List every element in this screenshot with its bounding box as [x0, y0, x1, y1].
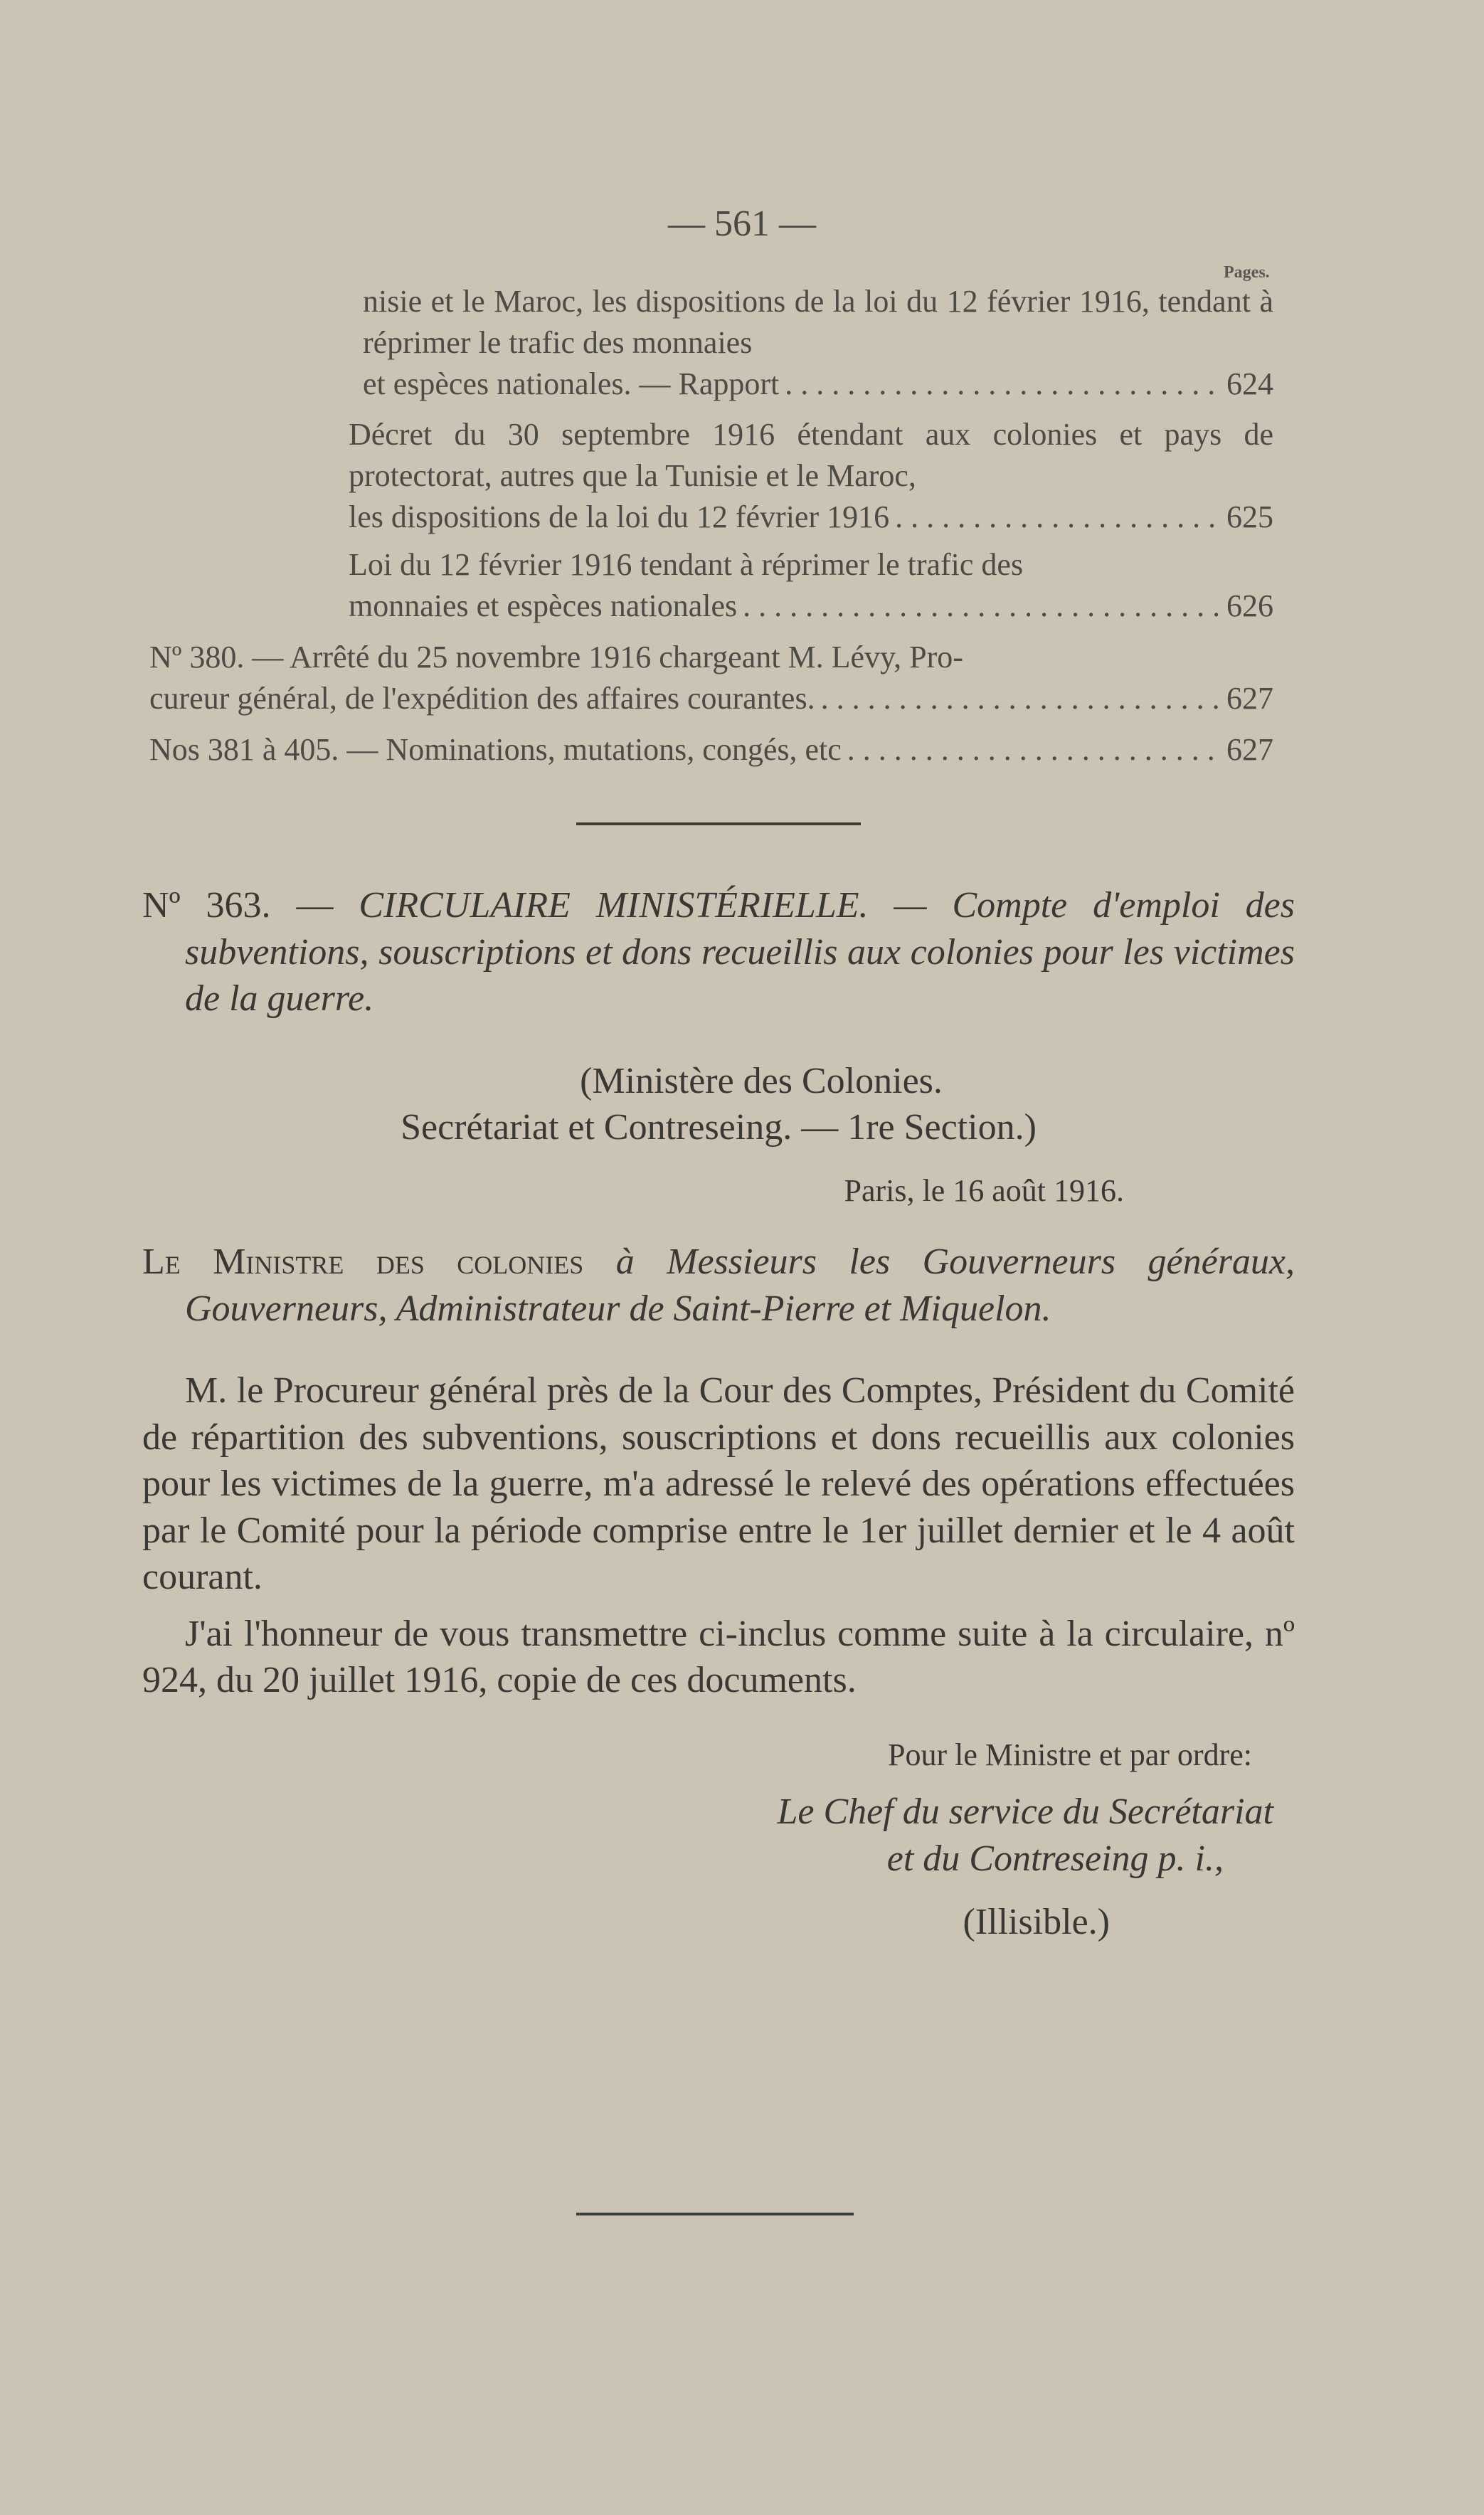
pages-column-label: Pages.: [1224, 263, 1270, 282]
signature-illegible: (Illisible.): [963, 1902, 1110, 1943]
addressee: Le Ministre des colonies à Messieurs les Gouverneurs généraux, Gouverneurs, Administrateur de Saint-Pierre et Miquelon.: [142, 1241, 1295, 1329]
signature-line: et du Contreseing p. i.,: [886, 1838, 1224, 1879]
toc-entry: Nos 381 à 405. — Nominations, mutations, congés, etc . . . 627: [149, 729, 1273, 771]
paragraph: M. le Procureur général près de la Cour des Comptes, Président du Comité de répartition des subventions, souscriptions et dons recueillis aux colonies pour les victimes de la guerre, m'a adressé le relevé des opérations effectuées par le Comité pour la période comprise entre le 1er juillet dernier et le 4 août courant.: [142, 1370, 1295, 1598]
signature-line: Le Chef du service du Secrétariat: [777, 1791, 1273, 1833]
toc-page: 627: [1226, 732, 1273, 767]
toc-page: 626: [1226, 588, 1273, 624]
circular-title: CIRCULAIRE MINISTÉRIELLE. — Compte d'emploi des subventions, souscriptions et dons recueillis aux colonies pour les victimes de la guerre.: [185, 885, 1295, 1020]
toc-entry: Loi du 12 février 1916 tendant à réprimer le trafic des monnaies et espèces nationales . . . 626: [349, 544, 1273, 627]
toc-page: 627: [1226, 681, 1273, 716]
toc-page: 624: [1226, 366, 1273, 402]
circular: [142, 882, 1295, 1946]
toc-entry: Nº 380. — Arrêté du 25 novembre 1916 chargeant M. Lévy, Pro- cureur général, de l'expédition des affaires courantes. . . . 627: [149, 637, 1273, 719]
toc-page: 625: [1226, 499, 1273, 535]
toc-entry: Décret du 30 septembre 1916 étendant aux colonies et pays de protectorat, autres que la Tunisie et le Maroc, les dispositions de la loi du 12 février 1916 . . . 625: [349, 414, 1273, 538]
separator-rule: [576, 2213, 854, 2215]
ministry-line: Secrétariat et Contreseing. — 1re Section.): [401, 1107, 1037, 1148]
page-number: — 561 —: [668, 203, 816, 244]
paragraph: J'ai l'honneur de vous transmettre ci-inclus comme suite à la circulaire, nº 924, du 20 juillet 1916, copie de ces documents.: [142, 1613, 1295, 1701]
toc-entry: nisie et le Maroc, les dispositions de la loi du 12 février 1916, tendant à réprimer le trafic des monnaies et espèces nationales. — Rapport . . . 624: [363, 281, 1273, 405]
circular-heading: Nº 363. — CIRCULAIRE MINISTÉRIELLE. — Compte d'emploi des subventions, souscriptions et dons recueillis aux colonies pour les victimes de la guerre.: [142, 885, 1295, 1020]
separator-rule: [576, 822, 861, 825]
signature-line: Pour le Ministre et par ordre:: [888, 1737, 1252, 1772]
ministry-line: (Ministère des Colonies.: [580, 1060, 943, 1101]
date-line: Paris, le 16 août 1916.: [844, 1172, 1124, 1208]
